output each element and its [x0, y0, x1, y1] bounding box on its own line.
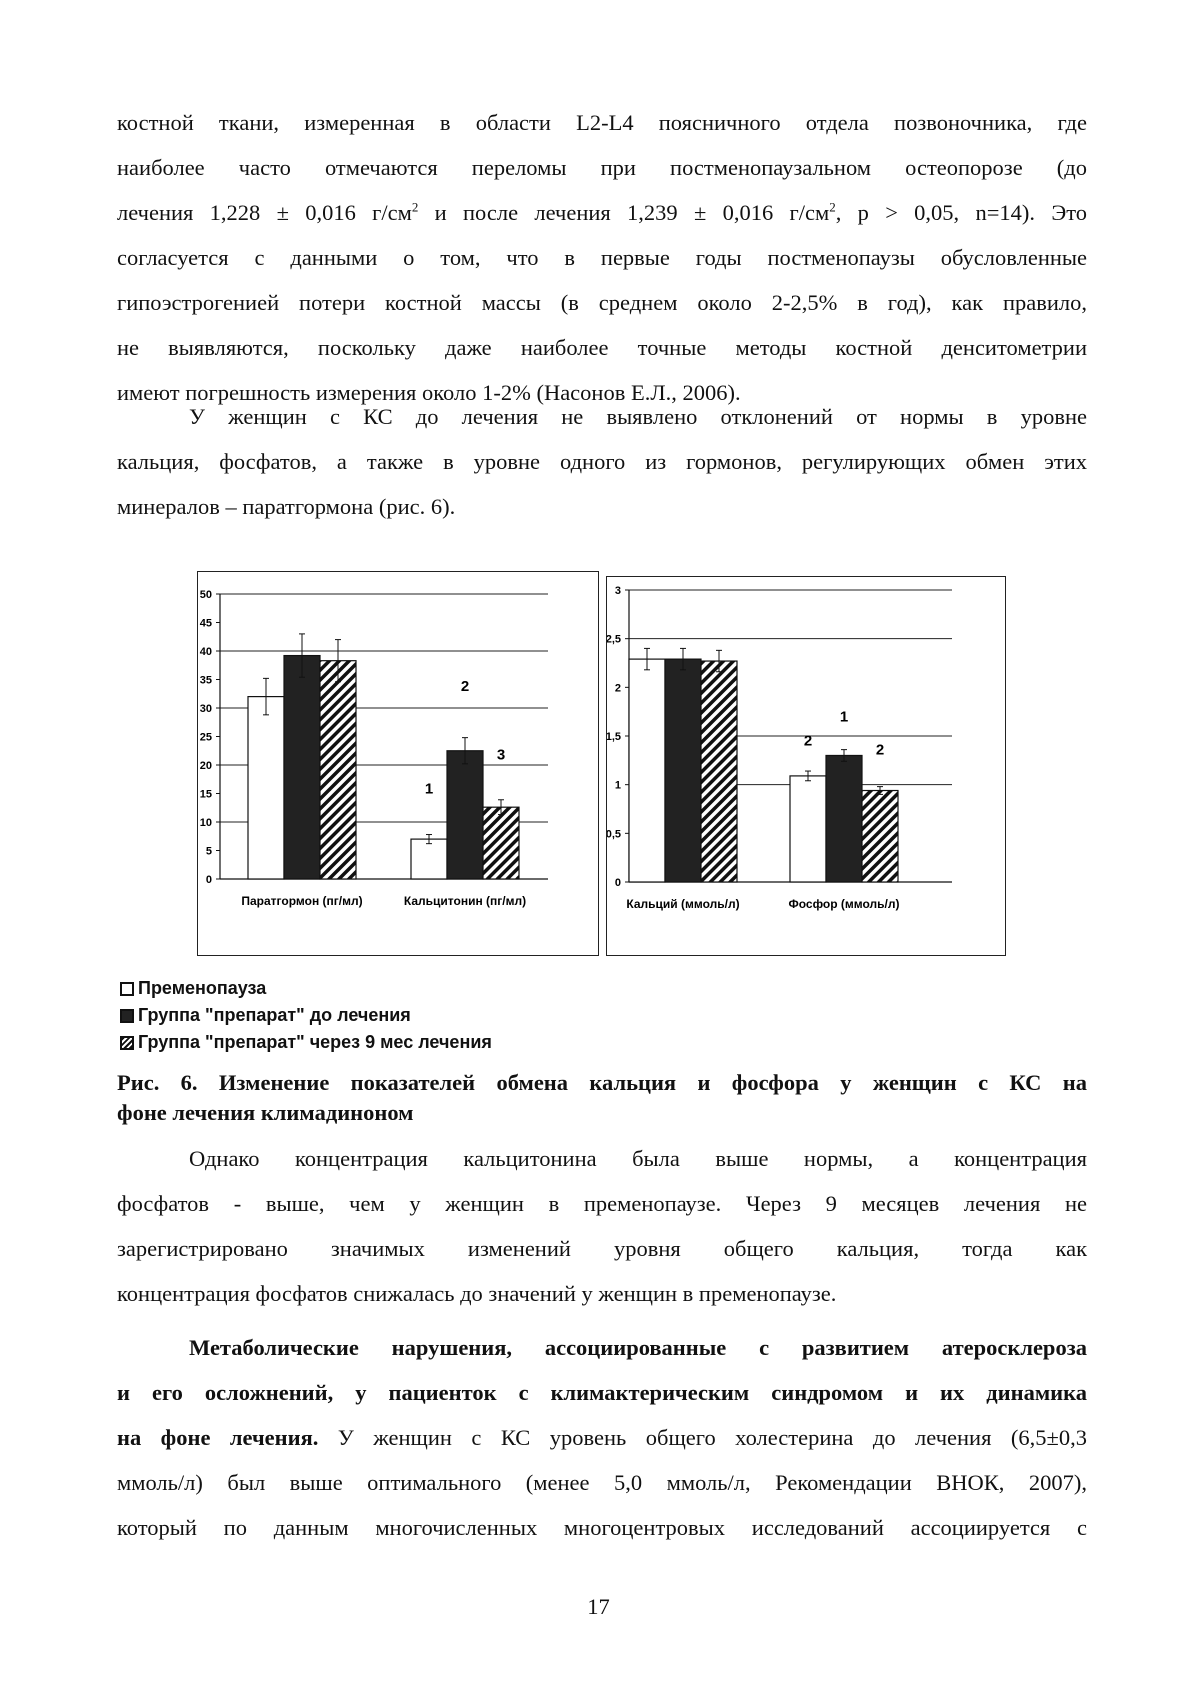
y-tick-label: 1,5	[607, 731, 621, 743]
y-tick-label: 0	[614, 877, 621, 889]
significance-label: 2	[803, 732, 813, 750]
y-tick-label: 45	[199, 617, 212, 630]
y-tick-label: 5	[205, 845, 212, 858]
text-line: костной ткани, измеренная в области L2-L4 поясничного отдела позвоночника, где	[117, 110, 1087, 135]
superscript: 2	[411, 199, 419, 215]
legend-label: Группа "препарат" через 9 мес лечения	[138, 1032, 492, 1052]
text-line: ммоль/л) был выше оптимального (менее 5,0 ммоль/л, Рекомендации ВНОК, 2007),	[117, 1470, 1087, 1495]
chart-legend	[120, 975, 640, 1057]
text-line: зарегистрировано значимых изменений уровня общего кальция, тогда как	[117, 1236, 1087, 1261]
bar	[701, 661, 737, 882]
text-line: концентрация фосфатов снижалась до значений у женщин в пременопаузе.	[117, 1281, 837, 1306]
y-tick-label: 2,5	[607, 633, 621, 646]
text-line: не выявляются, поскольку даже наиболее точные методы костной денситометрии	[117, 335, 1087, 360]
paragraph-1	[117, 100, 1087, 415]
paragraph-2	[117, 394, 1087, 529]
significance-label: 2	[875, 741, 885, 759]
significance-label: 1	[424, 780, 434, 798]
caption-line: Рис. 6. Изменение показателей обмена кальция и фосфора у женщин с КС на	[117, 1070, 1087, 1095]
chart-minerals-frame	[606, 576, 1006, 956]
text-segment: и после лечения 1,239 ± 0,016 г/см	[418, 200, 830, 225]
page-number: 17	[587, 1594, 610, 1619]
bar	[411, 839, 447, 879]
y-tick-label: 20	[199, 760, 212, 772]
bar	[483, 807, 519, 879]
text-line: минералов – паратгормона (рис. 6).	[117, 494, 456, 519]
bar	[447, 751, 483, 879]
chart-hormones-frame	[197, 571, 599, 956]
y-tick-label: 2	[614, 682, 621, 695]
chart-minerals	[607, 577, 1004, 954]
figure-caption	[117, 1068, 1087, 1128]
x-category-label: Кальций (ммоль/л)	[626, 897, 740, 911]
paragraph-3	[117, 1136, 1087, 1316]
text-line: гипоэстрогенией потери костной массы (в среднем около 2-2,5% в год), как правило,	[117, 290, 1087, 315]
caption-line: фоне лечения климадиноном	[117, 1100, 414, 1125]
significance-label: 2	[460, 677, 470, 695]
y-tick-label: 15	[199, 788, 212, 801]
text-segment: У женщин с КС уровень общего холестерина до лечения (6,5±0,3	[318, 1425, 1087, 1450]
x-category-label: Кальцитонин (пг/мл)	[403, 894, 527, 908]
bar	[629, 659, 665, 882]
chart-hormones	[198, 572, 597, 954]
text-segment: , p > 0,05, n=14). Это	[835, 200, 1087, 225]
text-line	[117, 1415, 1087, 1460]
y-tick-label: 3	[614, 585, 621, 597]
bar	[284, 656, 320, 879]
y-tick-label: 35	[199, 674, 212, 687]
y-tick-label: 0,5	[607, 828, 621, 841]
text-line: кальция, фосфатов, а также в уровне одного из гормонов, регулирующих обмен этих	[117, 449, 1087, 474]
text-segment: лечения 1,228 ± 0,016 г/см	[117, 200, 412, 225]
legend-label: Пременопауза	[138, 978, 267, 998]
legend-swatch-dark	[120, 1009, 134, 1023]
bar	[790, 776, 826, 882]
section-heading-end: на фоне лечения.	[117, 1425, 319, 1450]
text-line: Однако концентрация кальцитонина была выше нормы, а концентрация	[189, 1146, 1087, 1171]
x-category-label: Паратгормон (пг/мл)	[241, 894, 363, 908]
legend-item-before-treatment	[120, 1002, 640, 1029]
y-tick-label: 50	[199, 589, 212, 601]
text-line: согласуется с данными о том, что в первые годы постменопаузы обусловленные	[117, 245, 1087, 270]
legend-label: Группа "препарат" до лечения	[138, 1005, 411, 1025]
text-line: фосфатов - выше, чем у женщин в пременопаузе. Через 9 месяцев лечения не	[117, 1191, 1087, 1216]
significance-label: 3	[496, 746, 506, 764]
significance-label: 1	[839, 708, 849, 726]
y-tick-label: 1	[614, 779, 621, 792]
bar	[320, 661, 356, 879]
x-category-label: Фосфор (ммоль/л)	[788, 897, 900, 911]
bar	[248, 697, 284, 879]
superscript: 2	[829, 199, 836, 215]
text-line: У женщин с КС до лечения не выявлено отклонений от нормы в уровне	[189, 404, 1087, 429]
legend-item-premenopause	[120, 975, 640, 1002]
paragraph-4	[117, 1325, 1087, 1550]
y-tick-label: 40	[199, 646, 212, 658]
y-tick-label: 25	[199, 731, 212, 744]
section-heading-line: Метаболические нарушения, ассоциированные с развитием атеросклероза	[189, 1335, 1087, 1360]
text-line: наиболее часто отмечаются переломы при постменопаузальном остеопорозе (до	[117, 155, 1087, 180]
y-tick-label: 10	[199, 817, 212, 829]
text-line: имеют погрешность измерения около 1-2% (Насонов Е.Л., 2006).	[117, 380, 741, 405]
legend-item-after-treatment	[120, 1029, 640, 1056]
section-heading-line: и его осложнений, у пациенток с климактерическим синдромом и их динамика	[117, 1380, 1087, 1405]
bar	[665, 659, 701, 882]
text-line: который по данным многочисленных многоцентровых исследований ассоциируется с	[117, 1515, 1087, 1540]
legend-swatch-white	[120, 982, 134, 996]
bar	[826, 755, 862, 882]
text-line-with-units	[117, 190, 1087, 235]
y-tick-label: 30	[199, 703, 212, 715]
legend-swatch-hatched	[120, 1036, 134, 1050]
bar	[862, 791, 898, 882]
y-tick-label: 0	[205, 874, 212, 886]
